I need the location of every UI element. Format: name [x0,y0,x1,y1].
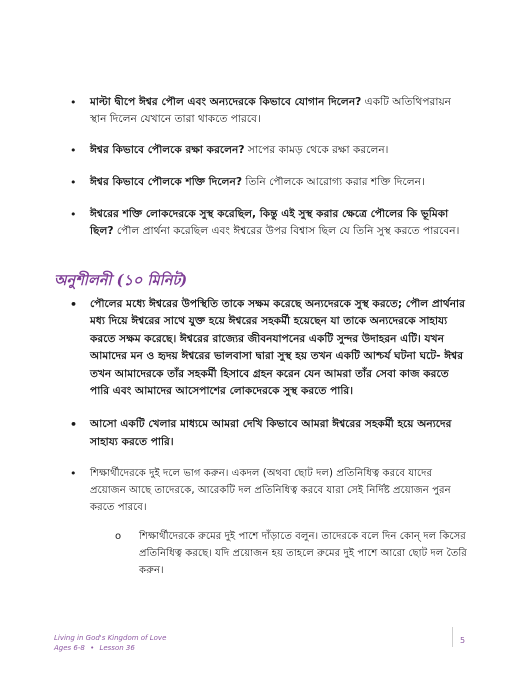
footer-ages: Ages 6-8 [54,644,85,652]
question-text: মাল্টা দ্বীপে ঈশ্বর পৌল এবং অন্যদেরকে কিভাবে যোগান দিলেন? [90,96,362,108]
list-item [64,416,468,451]
activity-paragraph: শিক্ষার্থীদেরকে দুই দলে ভাগ করুন। একদল (অথবা ছোট দল) প্রতিনিধিত্ব করবে যাদের প্রয়োজন আছে তাদেরকে, আরেকটি দল প্রতিনিধিত্ব করবে যারা সেই নির্দিষ্ট প্রয়োজন পুরন করতে পারবে। [90,468,451,514]
list-item [64,142,468,159]
list-item [64,206,468,240]
answer-text: একটি অতিথিপরায়ন স্থান দিলেন যেখানে তারা থাকতে পারবে। [90,96,452,125]
sub-paragraph: শিক্ষার্থীদেরকে রুমের দুই পাশে দাঁড়াতে বলুন। তাদেরকে বলে দিন কোন্ দল কিসের প্রতিনিধিত্ব করছে। যদি প্রয়োজন হয় তাহলে রুমের দুই পাশে আরো ছোট দল তৈরি করুন। [139,531,467,576]
sub-list-item [115,528,494,579]
page-number: 5 [460,636,466,645]
footer-separator: • [90,644,95,652]
page-number-divider [452,627,453,647]
question-text: ঈশ্বর কিভাবে পৌলকে শক্তি দিলেন? [90,176,242,188]
footer [54,633,166,653]
bullet-icon: • [70,96,77,109]
section-title: অনুশীলনী (১০ মিনিট) [54,272,188,289]
answer-text: পৌল প্রার্থনা করেছিল এবং ঈশ্বরের উপর বিশ্বাস ছিল যে তিনি সুস্থ করতে পারবেন। [113,225,460,237]
footer-title: Living in God's Kingdom of Love [54,634,167,642]
bullet-icon: • [70,298,78,311]
question-text: ঈশ্বর কিভাবে পৌলকে রক্ষা করলেন? [90,144,245,156]
list-item [64,94,468,128]
bullet-icon: • [70,467,77,481]
list-item [64,465,468,516]
bullet-icon: • [70,208,77,221]
bullet-icon: • [70,176,77,189]
activity-paragraph: পৌলের মধ্যে ঈশ্বরের উপস্থিতি তাকে সক্ষম করেছে অন্যদেরকে সুস্থ করতে; পৌল প্রার্থনার মধ্য দিয়ে ঈশ্বরের সাথে যুক্ত হয়ে ঈশ্বরের সহকর্মী হয়েছেন যা তাকে অন্যদেরকে সাহায্য করতে সক্ষম করেছে। ঈশ্বরের রাজ্যের জীবনযাপনের একটি সুন্দর উদাহরন এটি। যখন আমাদের মন ও হৃদয় ঈশ্বরের ভালবাসা দ্বারা সুস্থ হয় তখন একটি আশ্চর্য ঘটনা ঘটে- ঈশ্বর তখন আমাদেরকে তাঁর সহকর্মী হিসাবে গ্রহন করেন যেন আমরা তাঁর সেবা কাজ করতে পারি এবং আমাদের আসেপাশের লোকদেরকে সুস্থ করতে পারি। [90,298,465,398]
list-item [64,174,468,191]
question-list [64,94,468,240]
activity-list [64,296,468,516]
circle-bullet-icon: o [115,531,122,542]
question-text: ঈশ্বরের শক্তি লোকদেরকে সুস্থ করেছিল, কিন্তু এই সুস্থ করার ক্ষেত্রে পৌলের কি ভূমিকা ছিল? [90,208,449,237]
footer-lesson-info [54,643,166,653]
list-item [64,296,468,400]
answer-text: সাপের কামড় থেকে রক্ষা করলেন। [244,144,389,156]
activity-paragraph: আসো একটি খেলার মাধ্যমে আমরা দেখি কিভাবে আমরা ঈশ্বরের সহকর্মী হয়ে অন্যদের সাহায্য করতে পারি। [90,418,452,448]
footer-lesson: Lesson 36 [99,644,135,652]
bullet-icon: • [70,144,77,157]
answer-text: তিনি পৌলকে আরোগ্য করার শক্তি দিলেন। [242,176,425,188]
bullet-icon: • [70,418,78,432]
